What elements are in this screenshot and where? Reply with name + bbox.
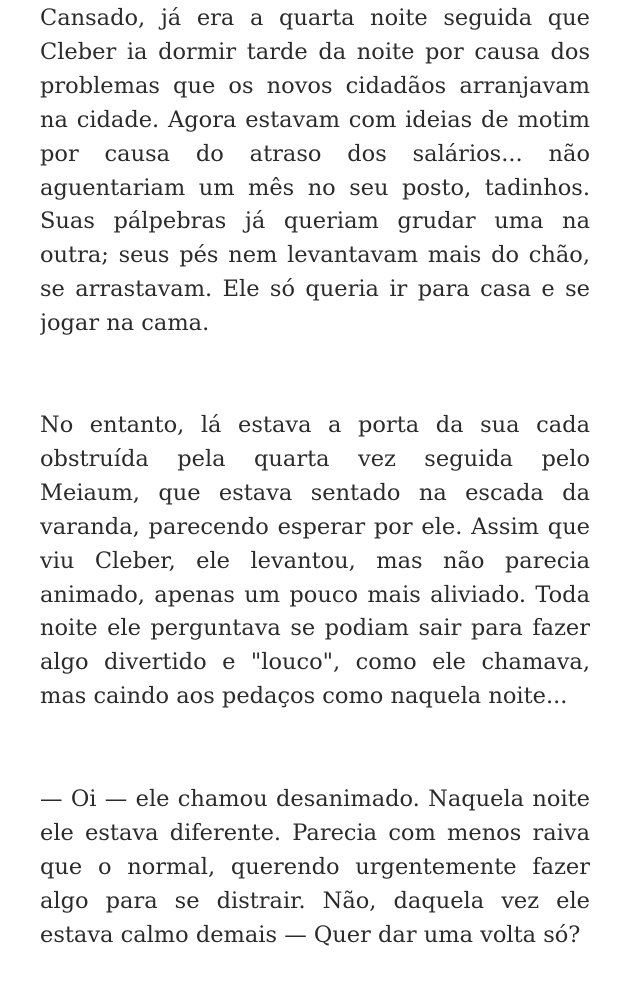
- paragraph-3: — Oi — ele chamou desanimado. Naquela noite ele estava diferente. Parecia com menos raiva que o normal, querendo urgentemente fazer algo para se distrair. Não, daquela vez ele estava calmo demais — Quer dar uma volta só?: [40, 786, 590, 948]
- paragraph-2: No entanto, lá estava a porta da sua cada obstruída pela quarta vez seguida pelo Meiaum, que estava sentado na escada da varanda, parecendo esperar por ele. Assim que viu Cleber, ele levantou, mas não parecia animado, apenas um pouco mais aliviado. Toda noite ele perguntava se podiam sair para fazer algo divertido e "louco", como ele chamava, mas caindo aos pedaços como naquela noite...: [40, 412, 590, 710]
- paragraph-1: Cansado, já era a quarta noite seguida que Cleber ia dormir tarde da noite por causa dos problemas que os novos cidadãos arranjavam na cidade. Agora estavam com ideias de motim por causa do atraso dos salários... não aguentariam um mês no seu posto, tadinhos. Suas pálpebras já queriam grudar uma na outra; seus pés nem levantavam mais do chão, se arrastavam. Ele só queria ir para casa e se jogar na cama.: [40, 5, 590, 337]
- reader-page: [40, 0, 590, 1000]
